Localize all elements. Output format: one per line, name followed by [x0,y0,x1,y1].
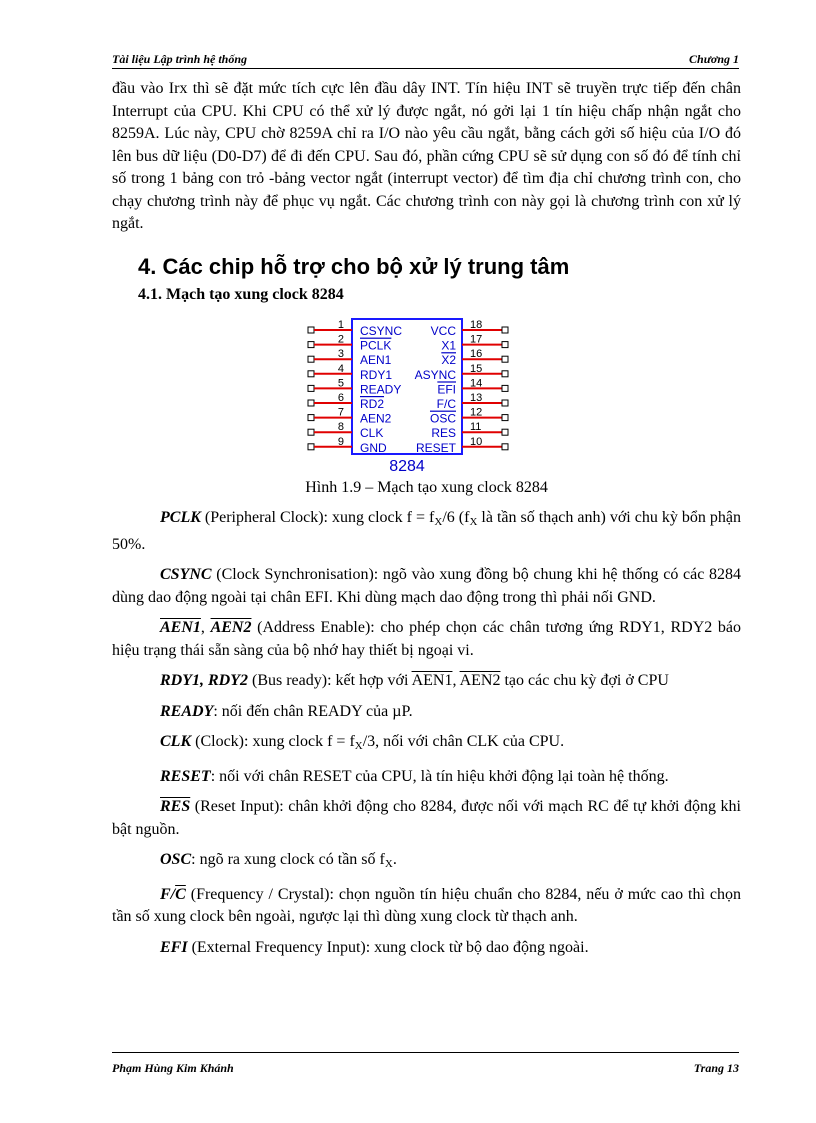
footer-author: Phạm Hùng Kim Khánh [112,1061,234,1075]
pin-terminal [308,356,314,362]
def-clk: CLK (Clock): xung clock $f = f_X/3$, nối với chân CLK của CPU. [160,733,565,752]
pin-terminal [502,356,508,362]
def-fc: $F/\overline{C}$ (Frequency / Crystal): chọn nguồn tín hiệu chuẩn cho 8284, nếu ở mức cao thì chọn tần số xung clock bên ngoài, ngược lại thì dùng xung clock từ thạch anh. [112,885,741,925]
term-pclk: PCLK [160,509,201,526]
def-efi: EFI (External Frequency Input): xung clock từ bộ dao động ngoài. [160,938,589,956]
pin-terminal [308,443,314,449]
pin-label: RD2 [360,396,385,411]
def-ready: READY: nối đến chân READY của µP. [160,702,413,720]
page-body [112,78,741,959]
pin-label: X1 [441,338,456,353]
term-fc: $F/\overline{C}$ [160,885,186,903]
pin-terminal [308,385,314,391]
pin-number: 17 [470,333,483,346]
pin-number: 12 [470,406,483,419]
chip-8284-figure [112,311,741,481]
pin-number: 2 [337,333,344,346]
pin-label: EFI [437,381,456,396]
pin-label: AEN1 [360,352,392,367]
pin-number: 14 [470,376,483,389]
pin-label: AEN2 [360,411,392,426]
def-rdy: RDY1, RDY2 (Bus ready): kết hợp với AEN1, AEN2 tạo các chu kỳ đợi ở CPU [160,672,669,689]
pin-label: GND [360,440,387,455]
pin-number: 6 [337,391,344,404]
pin-number: 18 [470,318,483,331]
term-aen1: AEN1 [160,619,201,636]
term-aen2: AEN2 [210,619,252,636]
chip-name: 8284 [389,457,425,475]
figure-caption: Hình 1.9 – Mạch tạo xung clock 8284 [305,478,548,496]
chip-diagram [112,311,741,481]
pin-label: CSYNC [360,323,403,338]
pin-terminal [308,341,314,347]
term-osc: OSC [160,851,192,868]
pin-terminal [308,400,314,406]
pin-number: 13 [470,391,483,404]
def-aen: AEN1, AEN2 (Address Enable): cho phép chọn các chân tương ứng RDY1, RDY2 báo hiệu trạng thái sẵn sàng của bộ nhớ hay thiết bị ngoại vi. [112,619,742,659]
pin-terminal [502,400,508,406]
pin-number: 9 [337,435,344,448]
header-doc-title: Tài liệu Lập trình hệ thống [112,52,248,66]
subsection-title: 4.1. Mạch tạo xung clock 8284 [138,286,344,303]
term-reset: RESET [160,767,211,785]
page-header [112,48,739,69]
header-chapter: Chương 1 [689,52,739,66]
pin-label: OSC [429,411,456,426]
pin-label: RESET [415,440,456,455]
pin-number: 11 [470,420,482,433]
pin-number: 4 [337,362,344,375]
pin-label: ASYNC [414,367,456,382]
section-title: 4. Các chip hỗ trợ cho bộ xử lý trung tâm [138,253,570,279]
pin-label: READY [360,381,402,396]
pin-label: X2 [441,352,456,367]
intro-paragraph: đầu vào Irx thì sẽ đặt mức tích cực lên đầu dây INT. Tín hiệu INT sẽ truyền trực tiếp đến chân Interrupt của CPU. Khi CPU có thể xử lý được ngắt, nó gởi lại 1 tín hiệu chấp nhận ngắt cho 8259A. Lúc này, CPU chờ 8259A chỉ ra I/O nào yêu cầu ngắt, bằng cách gởi số hiệu của I/O đó lên bus dữ liệu (D0-D7) để đi đến CPU. Sau đó, phần cứng CPU sẽ sử dụng con số đó để tính chỉ số trong 1 bảng con trỏ -bảng vector ngắt (interrupt vector) để tìm địa chỉ chương trình con, cho chạy chương trình này để phục vụ ngắt. Các chương trình con này gọi là chương trình con xử lý ngắt. [112,80,741,232]
pin-number: 3 [337,347,344,360]
pin-terminal [308,429,314,435]
def-res: $\overline{RES}$ (Reset Input): chân khởi động cho 8284, được nối với mạch RC để tự khởi động khi bật nguồn. [112,798,741,838]
pin-label: RES [431,425,456,440]
def-osc: OSC: ngõ ra xung clock có tần số $f_X$. [160,851,397,870]
def-reset: RESET: nối với chân RESET của CPU, là tín hiệu khởi động lại toàn hệ thống. [160,767,669,785]
term-res: $\overline{RES}$ [160,798,191,815]
term-rdy: RDY1, RDY2 [160,672,248,689]
footer-page-number: Trang 13 [693,1061,739,1075]
pin-terminal [502,443,508,449]
pin-label: PCLK [360,338,392,353]
pin-number: 10 [470,435,483,448]
term-efi: EFI [160,938,188,956]
pin-label: RDY1 [360,367,393,382]
def-pclk: PCLK (Peripheral Clock): xung clock $f = f_X/6$ ($f_X$ là tần số thạch anh) với chu kỳ bổn phận 50%. [112,509,741,553]
def-csync: CSYNC (Clock Synchronisation): ngõ vào xung đồng bộ chung khi hệ thống có các 8284 dùng dao động ngoài tại chân EFI. Khi dùng mạch dao động trong thì phải nối GND. [112,566,741,606]
pin-terminal [308,370,314,376]
pin-label: VCC [430,323,456,338]
term-csync: CSYNC [160,566,212,583]
pin-label: CLK [360,425,384,440]
pin-number: 16 [470,347,483,360]
pin-terminal [308,327,314,333]
pin-number: 1 [337,318,344,331]
pin-number: 7 [337,406,344,419]
pin-terminal [502,370,508,376]
pin-label: F/C [436,396,456,411]
pin-number: 15 [470,362,483,375]
term-ready: READY [160,702,214,720]
term-clk: CLK [160,733,192,750]
pin-terminal [502,414,508,420]
pin-number: 8 [337,420,344,433]
pin-terminal [502,429,508,435]
pin-terminal [502,327,508,333]
page-footer [112,1052,739,1073]
pin-terminal [502,341,508,347]
pin-number: 5 [337,376,344,389]
pin-terminal [502,385,508,391]
pin-terminal [308,414,314,420]
